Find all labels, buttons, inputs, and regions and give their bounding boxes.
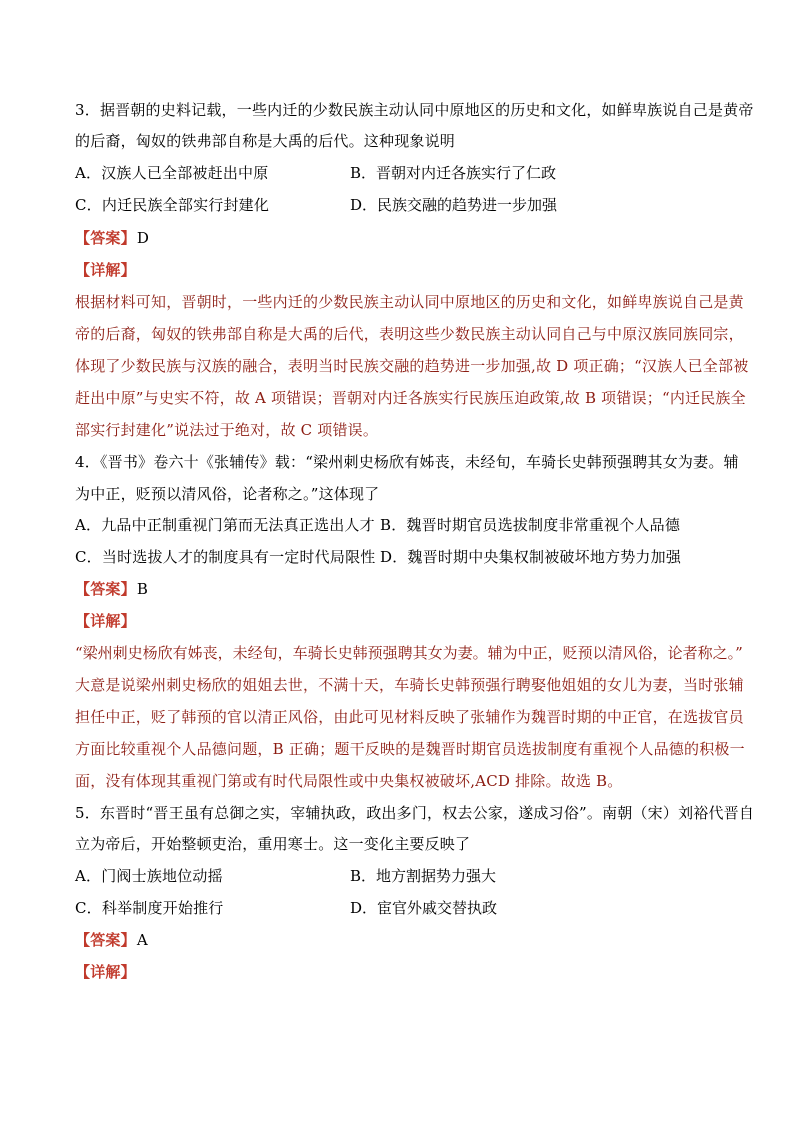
q4-option-b: B．魏晋时期官员选拔制度非常重视个人品德 xyxy=(380,516,681,534)
q3-detail-line-4: 赶出中原”与史实不符，故 A 项错误；晋朝对内迁各族实行民族压迫政策,故 B 项错误；“内迁民族全 xyxy=(75,389,746,407)
q3-option-c: C．内迁民族全部实行封建化 xyxy=(75,196,270,214)
q4-stem-line-1: 4．《晋书》卷六十《张辅传》载：“梁州刺史杨欣有姊丧，未经旬，车骑长史韩预强聘其女为妻。辅 xyxy=(75,453,739,471)
answer-value: D xyxy=(136,229,150,247)
q5-detail-label xyxy=(75,962,136,982)
q3-detail-line-3: 体现了少数民族与汉族的融合，表明当时民族交融的趋势进一步加强,故 D 项正确；“汉族人已全部被 xyxy=(75,357,749,375)
q3-detail-line-1: 根据材料可知，晋朝时，一些内迁的少数民族主动认同中原地区的历史和文化，如鲜卑族说自己是黄 xyxy=(75,293,744,311)
q4-detail-line-2: 大意是说梁州刺史杨欣的姐姐去世，不满十天，车骑长史韩预强行聘娶他姐姐的女儿为妻，当时张辅 xyxy=(75,676,744,694)
q3-stem-line-2: 的后裔，匈奴的铁弗部自称是大禹的后代。这种现象说明 xyxy=(75,132,456,150)
answer-label: 【答案】 xyxy=(75,931,136,949)
q5-option-a: A．门阀士族地位动摇 xyxy=(75,867,223,885)
q3-option-d: D．民族交融的趋势进一步加强 xyxy=(350,196,558,214)
q4-option-c: C．当时选拔人才的制度具有一定时代局限性 xyxy=(75,548,376,566)
answer-label: 【答案】 xyxy=(75,229,136,247)
q5-answer xyxy=(75,930,148,950)
q4-detail-line-1: “梁州刺史杨欣有姊丧，未经旬，车骑长史韩预强聘其女为妻。辅为中正，贬预以清风俗，论者称之。” xyxy=(75,644,743,662)
answer-value: A xyxy=(136,931,148,949)
detail-label: 【详解】 xyxy=(75,612,136,630)
q4-detail-line-3: 担任中正，贬了韩预的官以清正风俗，由此可见材料反映了张辅作为魏晋时期的中正官，在选拔官员 xyxy=(75,708,744,726)
q4-detail-line-5: 面，没有体现其重视门第或有时代局限性或中央集权被破坏,ACD 排除。故选 B。 xyxy=(75,772,623,790)
q5-stem-line-2: 立为帝后，开始整顿吏治，重用寒士。这一变化主要反映了 xyxy=(75,835,471,853)
q3-option-a: A．汉族人已全部被赶出中原 xyxy=(75,164,269,182)
q5-option-b: B．地方割据势力强大 xyxy=(350,867,497,885)
detail-label: 【详解】 xyxy=(75,963,136,981)
q4-stem-line-2: 为中正，贬预以清风俗，论者称之。”这体现了 xyxy=(75,485,380,503)
answer-label: 【答案】 xyxy=(75,580,136,598)
q3-answer xyxy=(75,228,149,248)
q3-stem-line-1: 3．据晋朝的史料记载，一些内迁的少数民族主动认同中原地区的历史和文化，如鲜卑族说自己是黄帝 xyxy=(75,101,754,119)
q4-option-d: D．魏晋时期中央集权制被破坏地方势力加强 xyxy=(380,548,682,566)
q3-detail-label xyxy=(75,260,136,280)
q4-detail-label xyxy=(75,611,136,631)
q4-detail-line-4: 方面比较重视个人品德问题，B 正确；题干反映的是魏晋时期官员选拔制度有重视个人品德的积极一 xyxy=(75,740,745,758)
q4-answer xyxy=(75,579,148,599)
detail-label: 【详解】 xyxy=(75,261,136,279)
answer-value: B xyxy=(136,580,149,598)
q3-option-b: B．晋朝对内迁各族实行了仁政 xyxy=(350,164,557,182)
q3-detail-line-2: 帝的后裔，匈奴的铁弗部自称是大禹的后代，表明这些少数民族主动认同自己与中原汉族同族同宗， xyxy=(75,325,744,343)
q4-option-a: A．九品中正制重视门第而无法真正选出人才 xyxy=(75,516,375,534)
q5-option-d: D．宦官外戚交替执政 xyxy=(350,899,498,917)
q5-stem-line-1: 5．东晋时“晋王虽有总御之实，宰辅执政，政出多门，权去公家，遂成习俗”。南朝（宋）刘裕代晋自 xyxy=(75,804,755,822)
q5-option-c: C．科举制度开始推行 xyxy=(75,899,224,917)
q3-detail-line-5: 部实行封建化”说法过于绝对，故 C 项错误。 xyxy=(75,421,379,439)
